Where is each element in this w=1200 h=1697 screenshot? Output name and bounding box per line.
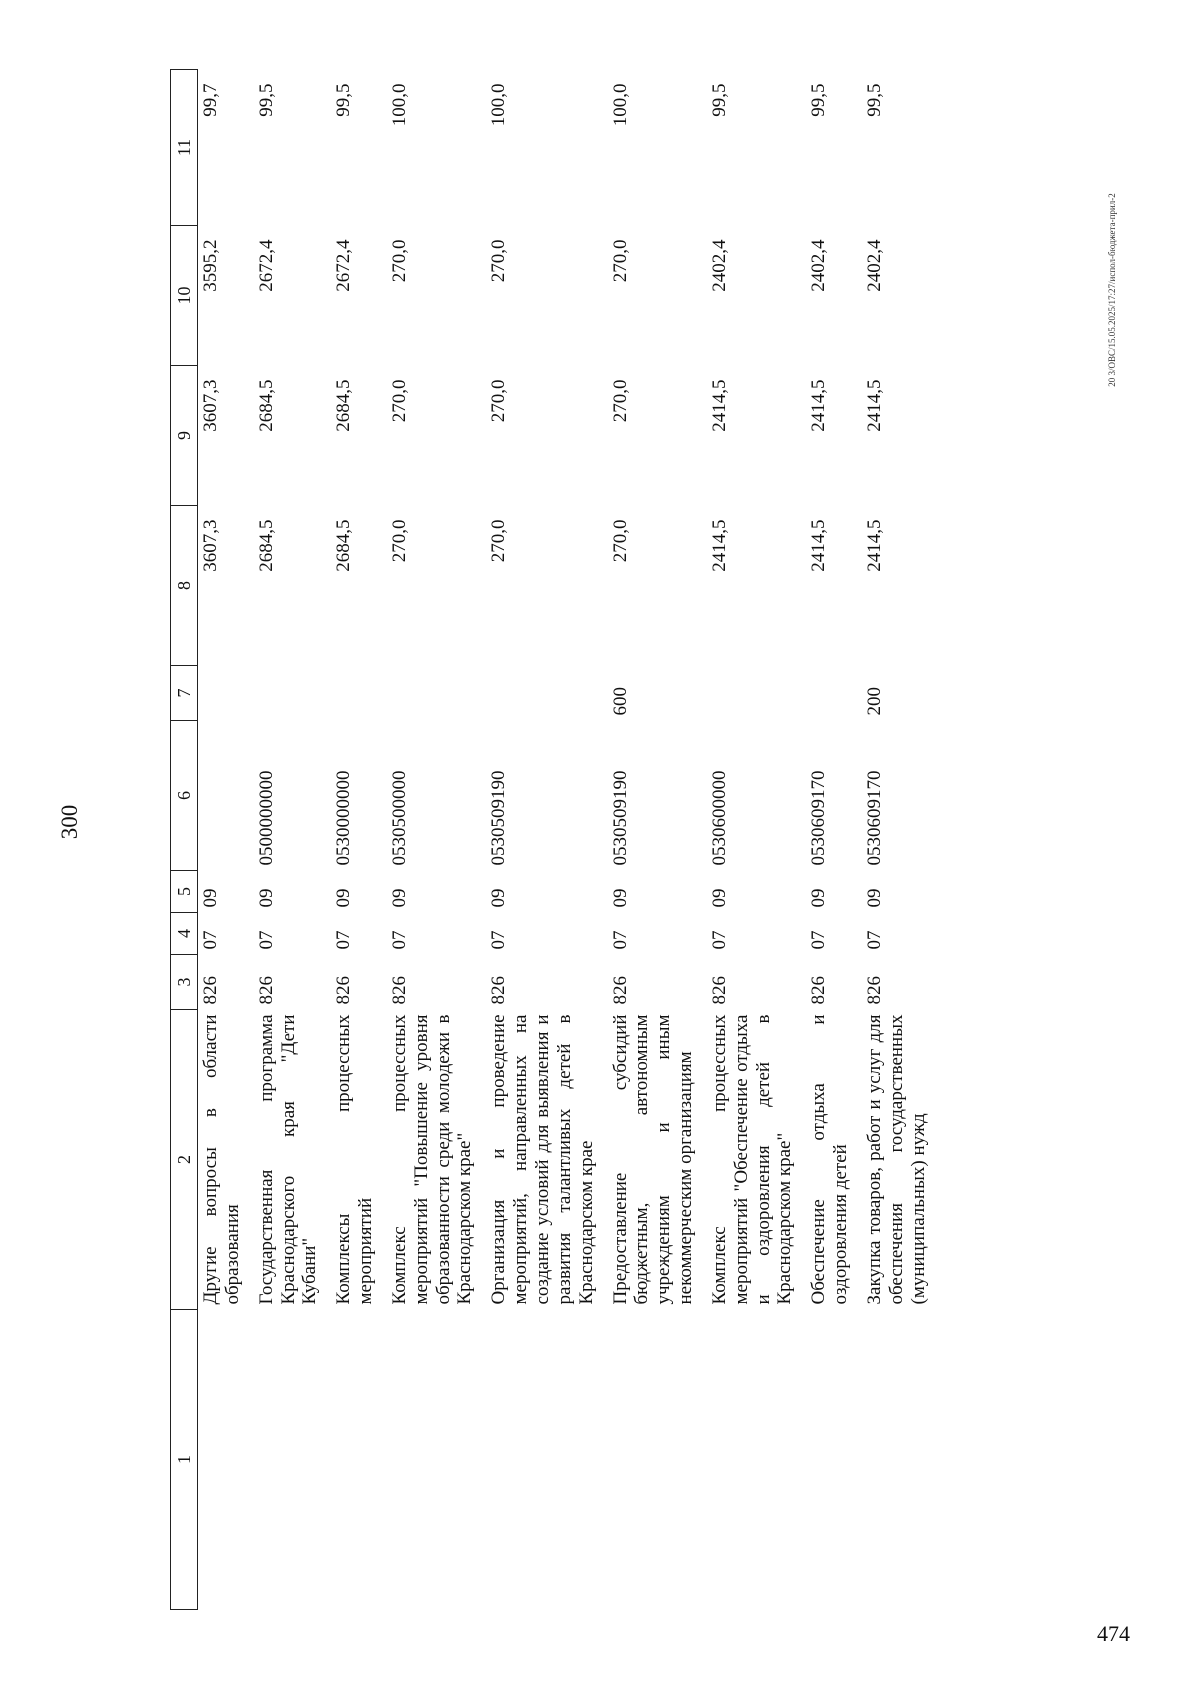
cell-expense-type: 200 <box>863 687 885 716</box>
column-header: 7 <box>171 666 198 721</box>
cell-target-article: 0500000000 <box>255 770 277 866</box>
column-header: 4 <box>171 913 198 955</box>
cell-subsection: 09 <box>609 888 631 908</box>
cell-expense-type <box>486 666 607 721</box>
cell-subsection: 09 <box>200 888 221 908</box>
cell-value-8: 270,0 <box>609 519 631 563</box>
row-name: Государственная программа Краснодарского края "Дети Кубани" <box>255 1014 321 1305</box>
table-row <box>608 70 707 1610</box>
cell-section: 07 <box>708 930 730 950</box>
column-header: 9 <box>171 366 198 506</box>
cell-value-8: 2684,5 <box>255 519 277 572</box>
cell-subsection: 09 <box>388 888 410 908</box>
row-name: Комплексы процессных мероприятий <box>333 1014 377 1305</box>
table-row <box>707 70 806 1610</box>
cell-value-8: 270,0 <box>488 519 510 563</box>
cell-subsection: 09 <box>808 888 830 908</box>
table-row <box>806 70 862 1610</box>
cell-target-article: 0530600000 <box>708 770 730 866</box>
cell-section: 07 <box>808 930 830 950</box>
table-row <box>254 70 332 1610</box>
cell-percent: 99,7 <box>200 83 221 117</box>
cell-department: 826 <box>388 976 410 1005</box>
row-name: Обеспечение отдыха и оздоровления детей <box>808 1014 852 1305</box>
cell-value-9: 270,0 <box>388 379 410 423</box>
cell-section: 07 <box>333 930 355 950</box>
cell-expense-type: 600 <box>609 687 631 716</box>
cell-percent: 99,5 <box>255 83 277 117</box>
cell-percent: 99,5 <box>333 83 355 117</box>
cell-value-9: 2684,5 <box>255 379 277 432</box>
cell-value-8: 3607,3 <box>200 519 221 572</box>
cell-value-9: 2414,5 <box>863 379 885 432</box>
cell-value-10: 270,0 <box>388 239 410 283</box>
cell-value-10: 2402,4 <box>808 239 830 292</box>
column-header: 3 <box>171 955 198 1010</box>
cell-target-article <box>198 721 254 871</box>
cell-percent: 99,5 <box>708 83 730 117</box>
cell-value-10: 2672,4 <box>255 239 277 292</box>
cell-subsection: 09 <box>333 888 355 908</box>
row-name: Комплекс процессных мероприятий "Повышение уровня образованности среди молодежи в Краснодарском крае" <box>388 1014 476 1305</box>
cell-percent: 100,0 <box>488 83 510 127</box>
cell-expense-type <box>254 666 332 721</box>
table-row <box>198 70 254 1610</box>
cell-value-10: 270,0 <box>488 239 510 283</box>
cell-department: 826 <box>200 976 221 1005</box>
column-header: 5 <box>171 871 198 913</box>
cell-value-10: 3595,2 <box>200 239 221 292</box>
cell-value-8: 2684,5 <box>333 519 355 572</box>
cell-value-10: 270,0 <box>609 239 631 283</box>
cell-value-9: 2684,5 <box>333 379 355 432</box>
cell-subsection: 09 <box>863 888 885 908</box>
cell-value-10: 2402,4 <box>708 239 730 292</box>
row-name: Другие вопросы в области образования <box>200 1014 243 1305</box>
cell-department: 826 <box>808 976 830 1005</box>
cell-section: 07 <box>488 930 510 950</box>
cell-department: 826 <box>609 976 631 1005</box>
column-header: 1 <box>171 1310 198 1610</box>
cell-subsection: 09 <box>488 888 510 908</box>
cell-section: 07 <box>863 930 885 950</box>
cell-target-article: 0530509190 <box>488 770 510 866</box>
cell-target-article: 0530500000 <box>388 770 410 866</box>
table-row <box>486 70 607 1610</box>
cell-value-9: 2414,5 <box>808 379 830 432</box>
cell-target-article: 0530000000 <box>333 770 355 866</box>
column-header: 6 <box>171 721 198 871</box>
cell-percent: 99,5 <box>863 83 885 117</box>
cell-department: 826 <box>708 976 730 1005</box>
document-code: 20 3/ОВС/15.05.2025/17:27/испол-бюджета-прил-2 <box>1107 193 1117 387</box>
row-name: Организация и проведение мероприятий, направленных на создание условий для выявления и развития талантливых детей в Краснодарском крае <box>488 1014 597 1305</box>
row-name: Предоставление субсидий бюджетным, автономным учреждениям и иным некоммерческим организациям <box>609 1014 697 1305</box>
cell-department: 826 <box>488 976 510 1005</box>
cell-expense-type <box>198 666 254 721</box>
cell-subsection: 09 <box>708 888 730 908</box>
cell-expense-type <box>707 666 806 721</box>
cell-section: 07 <box>200 930 221 950</box>
cell-section: 07 <box>255 930 277 950</box>
cell-value-9: 270,0 <box>609 379 631 423</box>
cell-expense-type <box>331 666 387 721</box>
cell-department: 826 <box>255 976 277 1005</box>
cell-value-9: 3607,3 <box>200 379 221 432</box>
column-header: 10 <box>171 226 198 366</box>
cell-value-8: 270,0 <box>388 519 410 563</box>
table-header-row <box>171 70 198 1610</box>
row-name: Комплекс процессных мероприятий "Обеспечение отдыха и оздоровления детей в Краснодарском крае" <box>708 1014 796 1305</box>
cell-target-article: 0530509190 <box>609 770 631 866</box>
cell-target-article: 0530609170 <box>863 770 885 866</box>
column-header: 8 <box>171 506 198 666</box>
cell-department: 826 <box>863 976 885 1005</box>
cell-value-8: 2414,5 <box>708 519 730 572</box>
column-header: 2 <box>171 1010 198 1310</box>
cell-value-9: 2414,5 <box>708 379 730 432</box>
table-row <box>387 70 486 1610</box>
cell-value-10: 2672,4 <box>333 239 355 292</box>
column-header: 11 <box>171 70 198 226</box>
cell-expense-type <box>387 666 486 721</box>
cell-percent: 100,0 <box>609 83 631 127</box>
sheet-number: 474 <box>1097 1621 1130 1646</box>
table-row <box>331 70 387 1610</box>
table-row <box>862 70 940 1610</box>
cell-section: 07 <box>388 930 410 950</box>
cell-expense-type <box>806 666 862 721</box>
cell-subsection: 09 <box>255 888 277 908</box>
cell-value-10: 2402,4 <box>863 239 885 292</box>
row-name: Закупка товаров, работ и услуг для обеспечения государственных (муниципальных) нужд <box>863 1014 929 1305</box>
cell-target-article: 0530609170 <box>808 770 830 866</box>
cell-value-8: 2414,5 <box>863 519 885 572</box>
budget-table-container <box>170 70 1080 1610</box>
cell-percent: 100,0 <box>388 83 410 127</box>
budget-table <box>170 69 939 1610</box>
cell-percent: 99,5 <box>808 83 830 117</box>
cell-value-9: 270,0 <box>488 379 510 423</box>
cell-value-8: 2414,5 <box>808 519 830 572</box>
cell-department: 826 <box>333 976 355 1005</box>
cell-section: 07 <box>609 930 631 950</box>
page-number: 300 <box>57 804 82 840</box>
